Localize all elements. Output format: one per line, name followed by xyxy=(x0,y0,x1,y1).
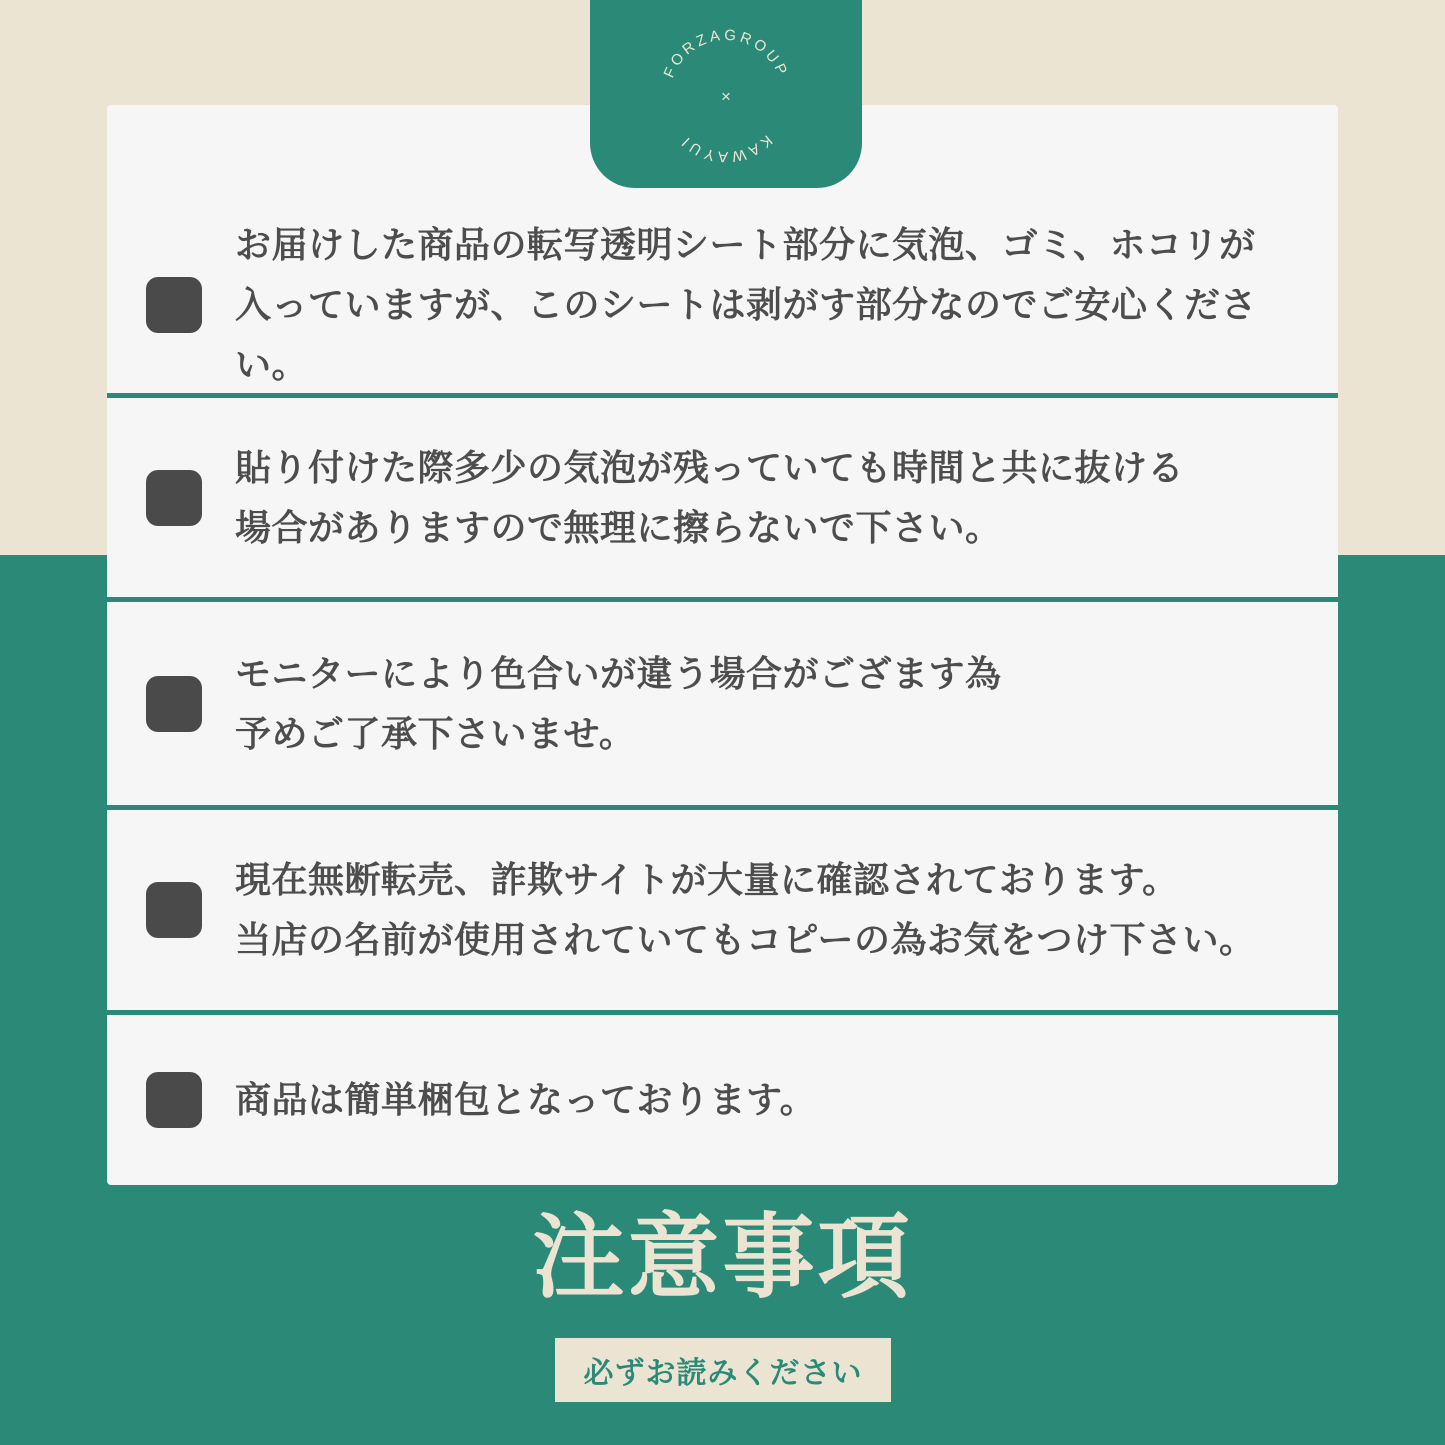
brand-badge xyxy=(590,0,862,188)
checkbox-icon xyxy=(146,676,202,732)
brand-separator-icon: × xyxy=(721,87,731,106)
must-read-label: 必ずお読みください xyxy=(555,1338,891,1402)
notice-item-3 xyxy=(107,602,1338,810)
brand-top-text: FORZAGROUP xyxy=(660,26,792,81)
notice-text xyxy=(235,644,1002,764)
notice-text xyxy=(235,438,1184,558)
page-title: 注意事項 xyxy=(532,1207,913,1309)
checkbox-icon xyxy=(146,882,202,938)
notice-line: 予めご了承下さいませ。 xyxy=(235,712,636,754)
notice-line: 入っていますが、このシートは剥がす部分なのでご安心ください。 xyxy=(235,284,1258,385)
notice-item-5 xyxy=(107,1015,1338,1185)
brand-logo xyxy=(590,0,862,188)
checkbox-icon xyxy=(146,277,202,333)
notice-line: 貼り付けた際多少の気泡が残っていても時間と共に抜ける xyxy=(235,446,1185,488)
notice-line: 商品は簡単梱包となっております。 xyxy=(235,1079,817,1120)
checkbox-icon xyxy=(146,470,202,526)
notice-item-4 xyxy=(107,810,1338,1015)
notice-text xyxy=(235,215,1308,395)
notice-line: 当店の名前が使用されていてもコピーの為お気をつけ下さい。 xyxy=(235,919,1256,960)
notice-item-2 xyxy=(107,398,1338,602)
notice-card xyxy=(107,105,1338,1185)
checkbox-icon xyxy=(146,1072,202,1128)
notice-text xyxy=(235,850,1256,970)
notice-line: 場合がありますので無理に擦らないで下さい。 xyxy=(235,506,1002,548)
notice-line: 現在無断転売、詐欺サイトが大量に確認されております。 xyxy=(235,859,1179,900)
notice-line: お届けした商品の転写透明シート部分に気泡、ゴミ、ホコリが xyxy=(235,224,1256,265)
notice-line: モニターにより色合いが違う場合がござます為 xyxy=(235,652,1002,694)
brand-bottom-text: KAWAYUI xyxy=(676,131,776,166)
notice-text xyxy=(235,1070,816,1130)
